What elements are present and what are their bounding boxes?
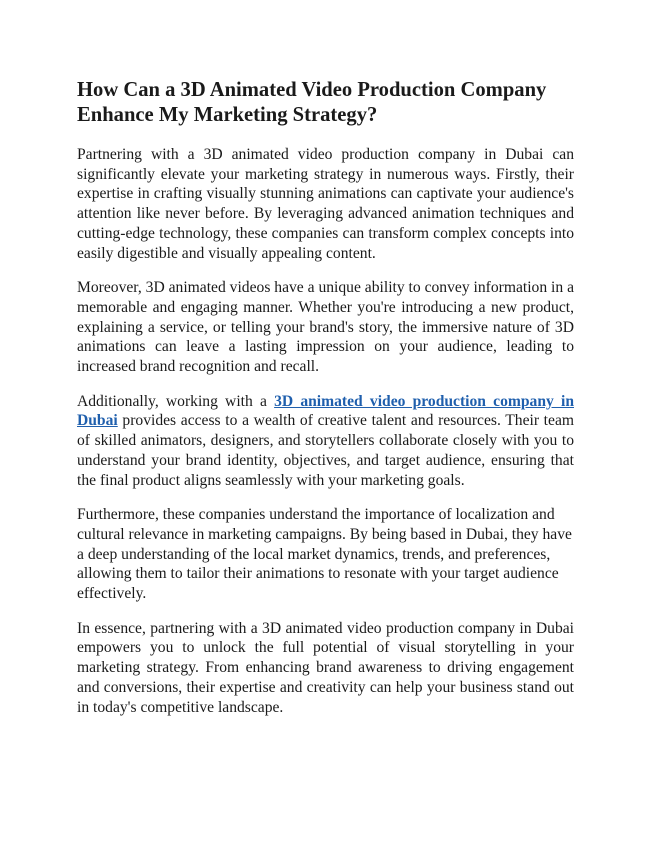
company-link[interactable]: 3D animated video production company in Dubai <box>77 392 575 430</box>
paragraph-intro: Partnering with a 3D animated video production company in Dubai can significantly elevate your marketing strategy in numerous ways. Firstly, their expertise in crafting visually stunning animations can captivate your audience's attention like never before. By leveraging advanced animation techniques and cutting-edge technology, these companies can transform complex concepts into easily digestible and visually appealing content. <box>77 146 574 262</box>
document-page <box>77 78 574 732</box>
paragraph-additionally <box>77 392 574 491</box>
paragraph-text-before-link: Additionally, working with a <box>77 392 275 410</box>
paragraph-text-after-link: provides access to a wealth of creative talent and resources. Their team of skilled animators, designers, and storytellers collaborate closely with you to understand your brand identity, objectives, and target audience, ensuring that the final product aligns seamlessly with your marketing goals. <box>77 412 574 489</box>
paragraph-furthermore: Furthermore, these companies understand the importance of localization and cultural relevance in marketing campaigns. By being based in Dubai, they have a deep understanding of the local market dynamics, trends, and preferences, allowing them to tailor their animations to resonate with your target audience effectively. <box>77 506 572 603</box>
paragraph-conclusion: In essence, partnering with a 3D animated video production company in Dubai empowers you to unlock the full potential of visual storytelling in your marketing strategy. From enhancing brand awareness to driving engagement and conversions, their expertise and creativity can help your business stand out in today's competitive landscape. <box>77 619 574 716</box>
paragraph-moreover: Moreover, 3D animated videos have a unique ability to convey information in a memorable and engaging manner. Whether you're introducing a new product, explaining a service, or telling your brand's story, the immersive nature of 3D animations can leave a lasting impression on your audience, leading to increased brand recognition and recall. <box>77 279 574 376</box>
page-title: How Can a 3D Animated Video Production Company Enhance My Marketing Strategy? <box>77 79 547 126</box>
